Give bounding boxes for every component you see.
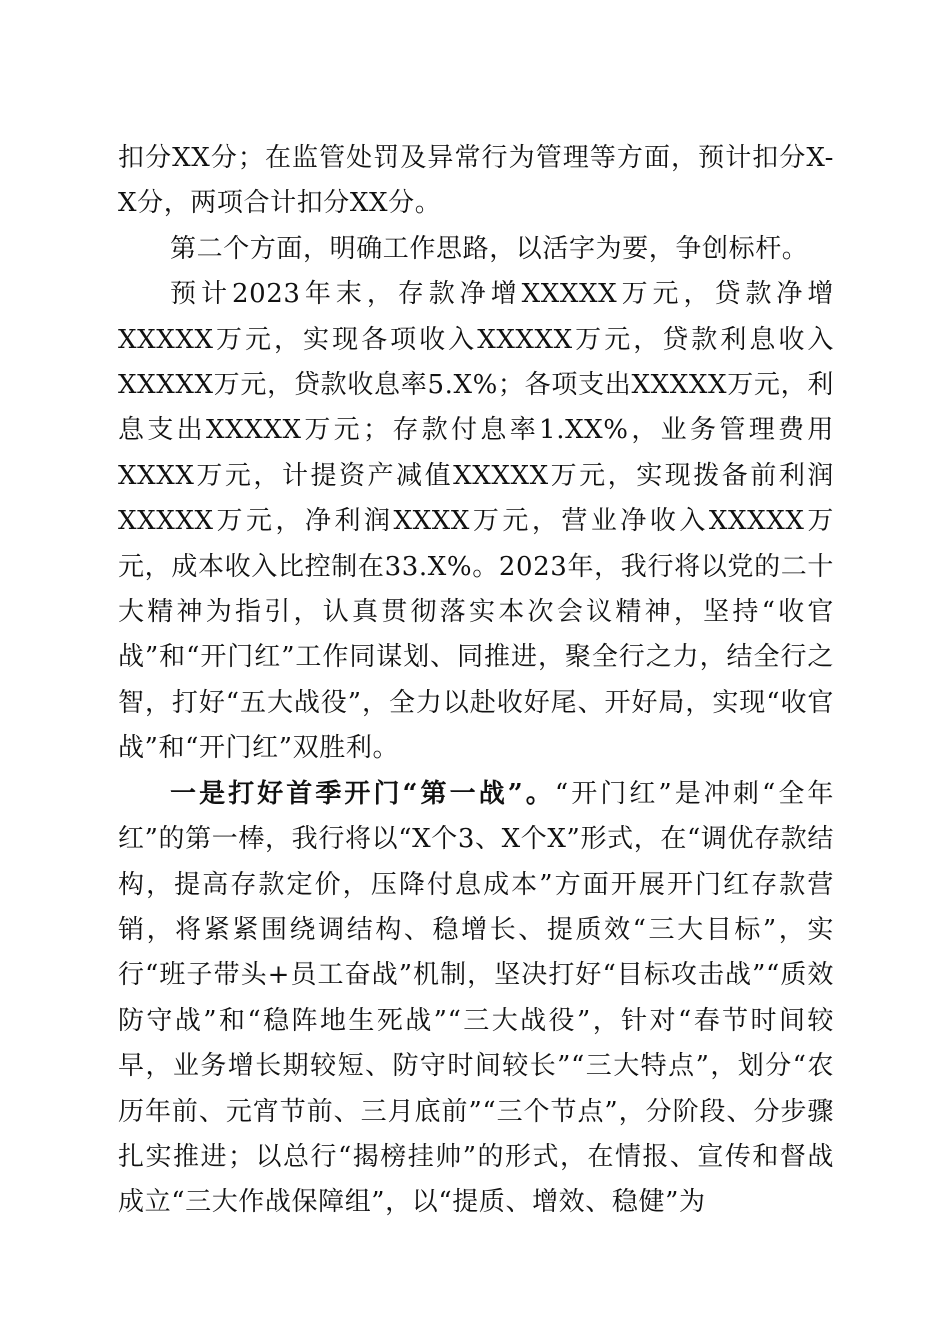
paragraph-text: 扣分XX分；在监管处罚及异常行为管理等方面，预计扣分X-X分，两项合计扣分XX分。 — [118, 143, 834, 219]
paragraph-forecast — [118, 272, 834, 771]
document-body — [118, 136, 834, 1226]
paragraph-first-battle — [118, 772, 834, 1226]
paragraph-text: “开门红”是冲刺“全年红”的第一棒，我行将以“X个3、X个X”形式，在“调优存款结构，提高存款定价，压降付息成本”方面开展开门红存款营销，将紧紧围绕调结构、稳增长、提质效“三大目标”，实行“班子带头+员工奋战”机制，坚决打好“目标攻击战”“质效防守战”和“稳阵地生死战”“三大战役”，针对“春节时间较早，业务增长期较短、防守时间较长”“三大特点”，划分“农历年前、元宵节前、三月底前”“三个节点”，分阶段、分步骤扎实推进；以总行“揭榜挂帅”的形式，在情报、宣传和督战成立“三大作战保障组”，以“提质、增效、稳健”为 — [118, 778, 835, 1218]
paragraph-section-heading — [118, 227, 834, 272]
paragraph-deduction-summary — [118, 136, 834, 227]
section-heading: 第二个方面，明确工作思路，以活字为要，争创标杆。 — [170, 233, 809, 264]
paragraph-text: 预计2023年末，存款净增XXXXX万元，贷款净增XXXXX万元，实现各项收入XXXXX万元，贷款利息收入XXXXX万元，贷款收息率5.X%；各项支出XXXXX万元，利息支出XXXXX万元；存款付息率1.XX%，业务管理费用XXXX万元，计提资产减值XXXXX万元，实现拨备前利润XXXXX万元，净利润XXXX万元，营业净收入XXXXX万元，成本收入比控制在33.X%。2023年，我行将以党的二十大精神为指引，认真贯彻落实本次会议精神，坚持“收官战”和“开门红”工作同谋划、同推进，聚全行之力，结全行之智，打好“五大战役”，全力以赴收好尾、开好局，实现“收官战”和“开门红”双胜利。 — [118, 279, 834, 764]
paragraph-lead: 一是打好首季开门“第一战”。 — [170, 778, 555, 809]
